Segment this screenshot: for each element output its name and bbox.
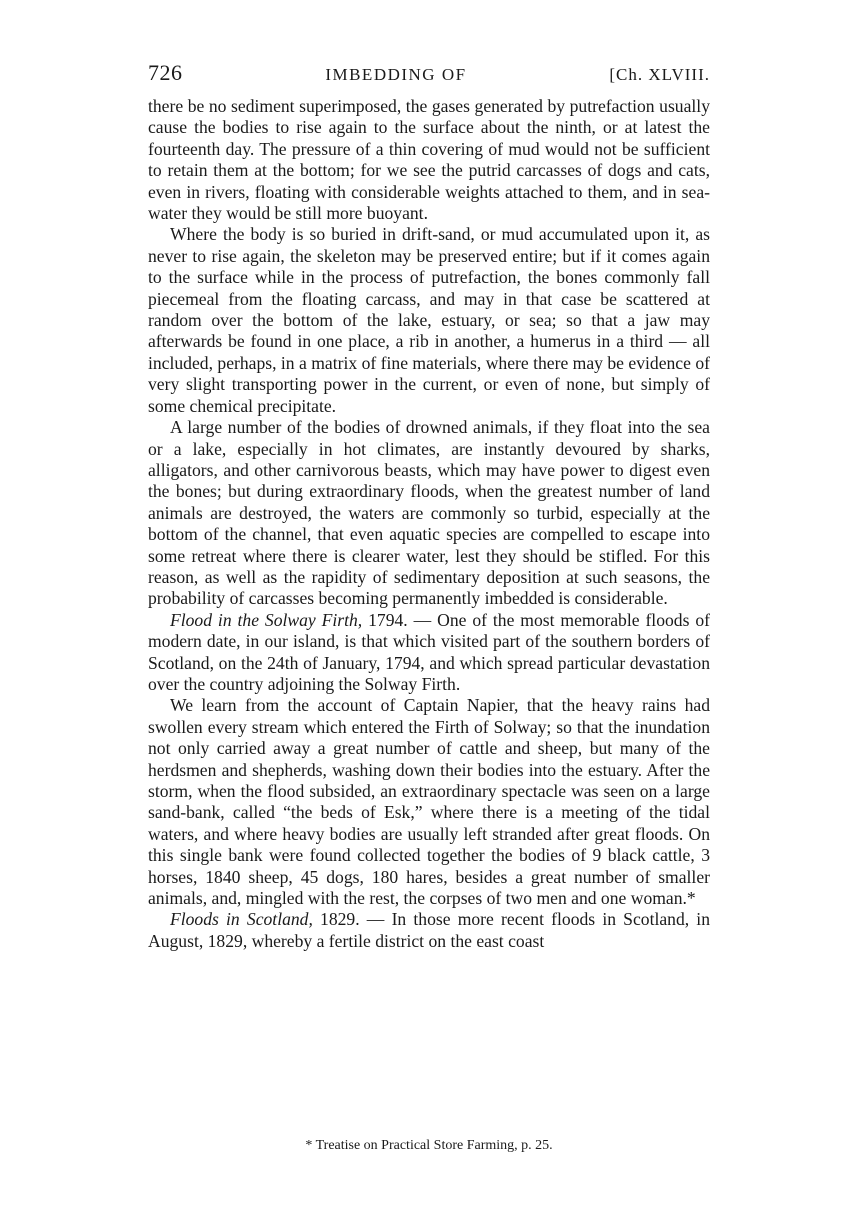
solway-text: 1794. — One of the most memorable floods of modern date, in our island, is that which visited part of the southern borders of Scotland, on the 24th of January, 1794, and which spread particular devastation over the country adjoining the Solway Firth. (148, 609, 710, 694)
body-text (148, 96, 710, 952)
paragraph-scotland-floods (148, 909, 710, 952)
paragraph-continued: there be no sediment superimposed, the gases generated by putrefaction usually cause the bodies to rise again to the surface about the ninth, or at latest the fourteenth day. The pressure of a thin covering of mud would not be sufficient to retain them at the bottom; for we see the putrid carcasses of dogs and cats, even in rivers, floating with considerable weights attached to them, and in sea-water they would be still more buoyant. (148, 96, 710, 224)
paragraph-skeleton: Where the body is so buried in drift-sand, or mud accumulated upon it, as never to rise again, the skeleton may be preserved entire; but if it comes again to the surface while in the process of putrefaction, the bones commonly fall piecemeal from the floating carcass, and may in that case be scattered at random over the bottom of the lake, estuary, or sea; so that a jaw may afterwards be found in one place, a rib in another, a humerus in a third — all included, perhaps, in a matrix of fine materials, where there may be evidence of very slight transporting power in the current, or even of none, but simply of some chemical precipitate. (148, 224, 710, 416)
chapter-label: [Ch. XLVIII. (609, 65, 710, 84)
section-heading-solway: Flood in the Solway Firth, (170, 609, 363, 630)
paragraph-napier-account: We learn from the account of Captain Napier, that the heavy rains had swollen every stream which entered the Firth of Solway; so that the inundation not only carried away a great number of cattle and sheep, but many of the herdsmen and shepherds, washing down their bodies into the estuary. After the storm, when the flood subsided, an extraordinary spectacle was seen on a large sand-bank, called “the beds of Esk,” where there is a meeting of the tidal waters, and where heavy bodies are usually left stranded after great floods. On this single bank were found collected together the bodies of 9 black cattle, 3 horses, 1840 sheep, 45 dogs, 180 hares, besides a great number of smaller animals, and, mingled with the rest, the corpses of two men and one woman.* (148, 695, 710, 909)
running-header (148, 60, 710, 96)
section-heading-scotland: Floods in Scotland, (170, 909, 313, 930)
page-number: 726 (148, 60, 183, 85)
running-title: IMBEDDING OF (325, 65, 467, 84)
paragraph-solway-flood (148, 610, 710, 696)
paragraph-drowned-animals: A large number of the bodies of drowned animals, if they float into the sea or a lake, especially in hot climates, are instantly devoured by sharks, alligators, and other carnivorous beasts, which may have power to digest even the bones; but during extraordinary floods, when the greatest number of land animals are destroyed, the waters are commonly so turbid, especially at the bottom of the channel, that even aquatic species are compelled to escape into some retreat where there is clearer water, lest they should be stifled. For this reason, as well as the rapidity of sedimentary deposition at such seasons, the probability of carcasses becoming permanently imbedded is considerable. (148, 417, 710, 609)
footnote: * Treatise on Practical Store Farming, p. 25. (305, 1138, 553, 1153)
scotland-text: 1829. — In those more recent floods in Scotland, in August, 1829, whereby a fertile district on the east coast (148, 909, 710, 951)
